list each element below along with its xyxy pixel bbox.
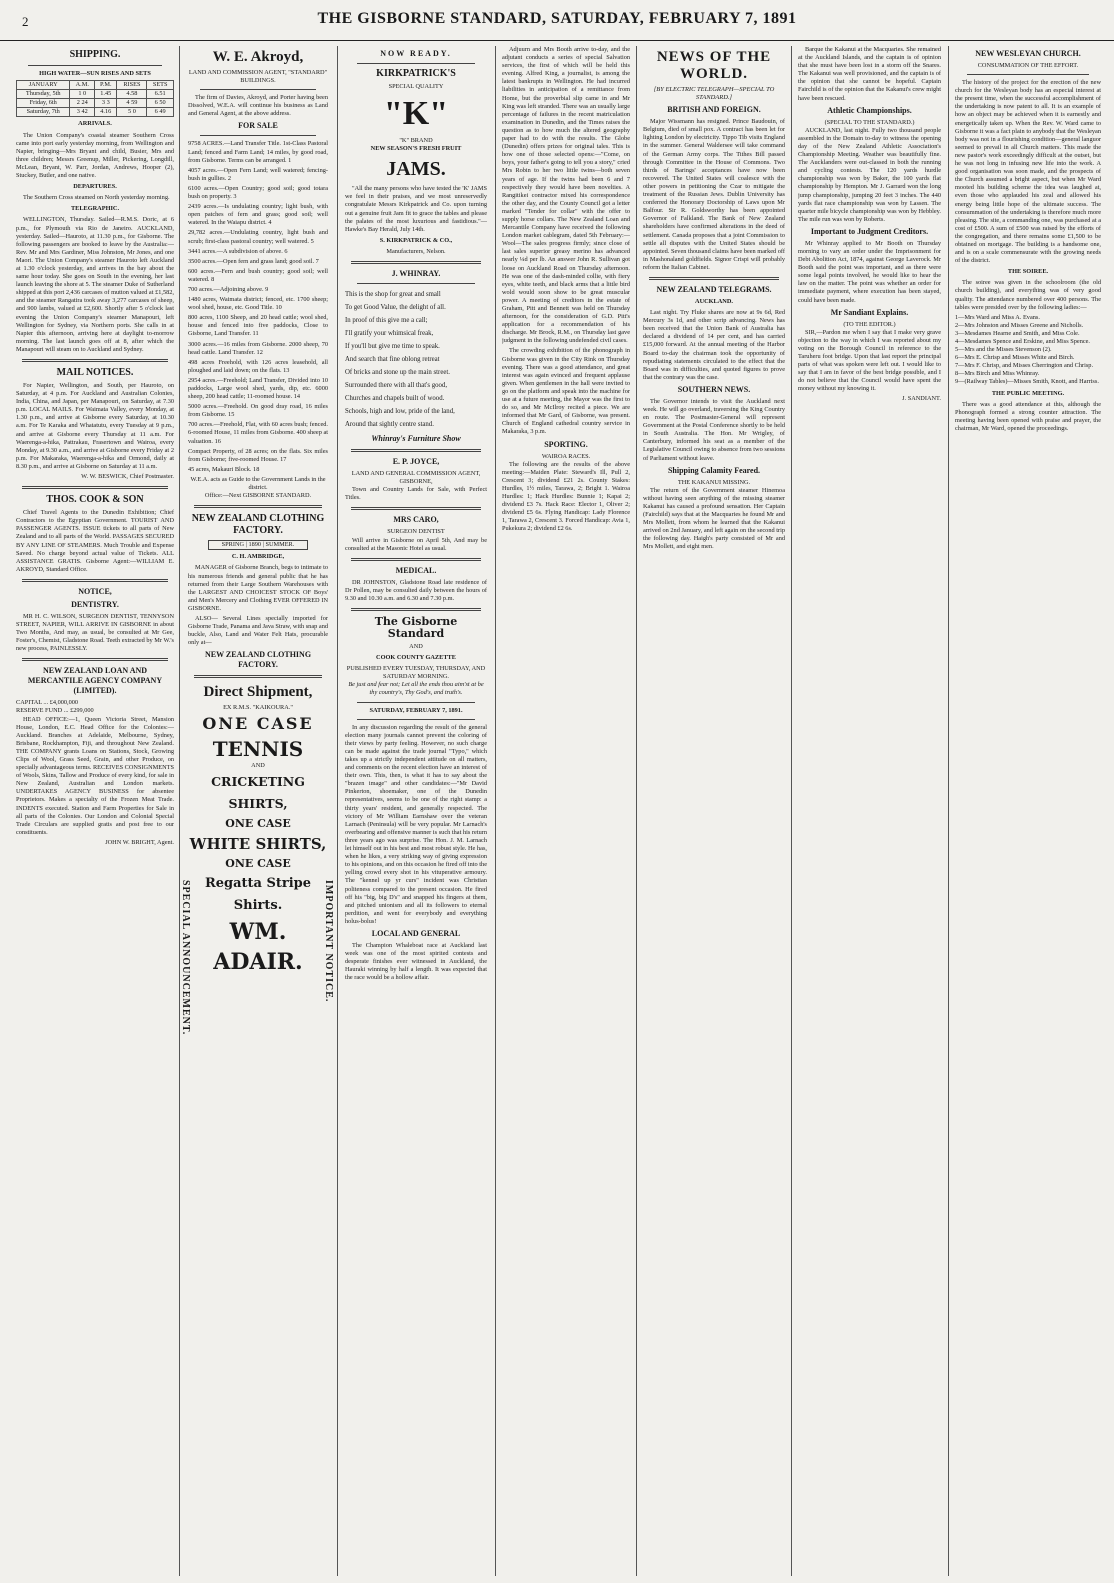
divider — [351, 558, 481, 561]
now-ready-heading: NOW READY. — [380, 49, 452, 58]
divider — [357, 702, 475, 703]
shipping-heading: SHIPPING. — [69, 49, 121, 60]
athletic-heading: Athletic Championships. — [827, 105, 912, 115]
calamity-subheading: THE KAKANUI MISSING. — [677, 478, 751, 486]
one-case-label: ONE CASE — [225, 856, 291, 870]
athletic-subheading: (SPECIAL TO THE STANDARD.) — [824, 118, 915, 126]
column-6 — [798, 46, 941, 1576]
tide-cell: 4.16 — [95, 108, 117, 117]
akroyd-text: The firm of Davies, Akroyd, and Porter having been Dissolved, W.E.A. will continue his business as Land and General Agent, at the above address. — [188, 94, 328, 118]
sale-item: 3000 acres.—16 miles from Gisborne. 2000 sheep, 70 head cattle. Land Transfer. 12 — [188, 340, 328, 356]
sporting-subheading: WAIROA RACES. — [541, 452, 591, 460]
tide-cell: 1 0 — [70, 90, 95, 99]
list-item: 3—Mesdames Hearne and Smith, and Miss Cole. — [955, 329, 1080, 337]
paper-motto: Be just and fear not; Let all the ends thou aim'st at be thy country's, Thy God's, and truth's. — [348, 681, 484, 697]
departures-heading: DEPARTURES. — [73, 183, 117, 191]
direct-shipment-sub: EX R.M.S. "KAIKOURA." — [223, 704, 293, 712]
tide-cell: 5 0 — [117, 108, 147, 117]
sale-item: 4057 acres.—Open Fern Land; well watered; fencing-bush in gullies. 2 — [188, 166, 328, 182]
list-item: 4—Mesdames Spence and Erskine, and Miss Spence. — [955, 338, 1091, 345]
tide-cell: Saturday, 7th — [17, 108, 70, 117]
direct-shipment-heading: Direct Shipment, — [203, 684, 313, 701]
joyce-subheading: LAND AND GENERAL COMMISSION AGENT, GISBORNE, — [351, 470, 481, 486]
tide-col-header: SETS — [147, 81, 174, 90]
nzloan-capital: CAPITAL ... £4,000,000 — [16, 699, 79, 707]
akroyd-office: Office:—Next GISBORNE STANDARD. — [204, 492, 312, 500]
factory-text: MANAGER of Gisborne Branch, begs to intimate to his numerous friends and general public that he has returned from their Large Southern Warehouses with the LARGEST AND CHOICEST STOCK OF Boys' and Men's Mercery and Clothing EVER OFFERED IN GISBORNE. — [188, 564, 328, 612]
soiree-text: The soiree was given in the schoolroom (the old church building), and everything was of very good quality. The attendance numbered over 400 persons. The tables were presided over by the following ladies:— — [955, 279, 1101, 311]
kirkpatrick-heading: KIRKPATRICK'S — [376, 68, 456, 79]
caro-text: Will arrive in Gisborne on April 5th, And may be consulted at the Masonic Hotel as usual. — [345, 536, 487, 552]
newspaper-title: THE GISBORNE STANDARD, SATURDAY, FEBRUARY 7, 1891 — [317, 10, 797, 27]
sale-item: 600 acres.—Fern and bush country; good soil; well watered. 8 — [188, 267, 328, 283]
paper-subtitle: COOK COUNTY GAZETTE — [376, 654, 456, 662]
auckland-text: Last night. Try Fluke shares are now at 9s 6d, Red Mercury 3s 1d, and other scrip advancing. News has been received that the Union Bank of Australia has declared a dividend of 14 per cent, and has carried £15,000 forward. At the annual meeting of the Harbor Board to-day the chairman took the opportunity of repudiating statements circulated to the effect that the Board was in difficulties, and quoted figures to prove that the contrary was the case. — [643, 309, 785, 381]
column-2 — [188, 46, 328, 1576]
sandiant-signature: J. SANDIANT. — [902, 395, 941, 403]
cricketing-shirts-label: CRICKETING SHIRTS, — [211, 773, 305, 811]
tide-row — [17, 108, 174, 117]
verse-line: And search that fine oblong retreat — [345, 356, 440, 364]
column-rule — [337, 46, 338, 1576]
soiree-heading: THE SOIREE. — [1007, 268, 1049, 276]
column-5 — [643, 46, 785, 1576]
tide-col-header: A.M. — [70, 81, 95, 90]
calamity-heading: Shipping Calamity Feared. — [667, 465, 761, 475]
local-general-heading: LOCAL AND GENERAL — [371, 928, 461, 938]
tide-header-row — [17, 81, 174, 90]
divider — [28, 65, 162, 66]
sale-item: 5000 acres.—Freehold. On good dray road, 16 miles from Gisborne. 15 — [188, 403, 328, 419]
tide-cell: 2 24 — [70, 99, 95, 108]
divider — [351, 507, 481, 510]
sale-item: Compact Property, of 28 acres; on the flats. Six miles from Gisborne; five-roomed House. 17 — [188, 447, 328, 463]
white-shirts-label: WHITE SHIRTS, — [189, 834, 327, 853]
whinray-verse — [345, 288, 487, 431]
sale-item: 6100 acres.—Open Country; good soil; good totara bush on property. 3 — [188, 184, 328, 201]
mail-text: For Napier, Wellington, and South, per Hauroto, on Saturday, at 4 p.m. For Auckland and Australian Colonies, India, China, and Japan, per Manapouri, on Saturday, at 7.30 p.m. LOCAL MAILS. For Waimata Valley, every Monday, at 1.30 p.m., and arrive at Gisborne every Saturday, at 10.30 a.m. For Te Karaka and Whatatutu, every Tuesday at 9 p.m., and arrive at Gisborne every Thursday at 11 a.m. For Waerenga-a-hika, Pattrakau, Frasertown and Wairoa, every Monday, at 9.30 a.m., and arrive at Gisborne every Friday at 2 p.m. For Makaraka, Waerenga-a-hika and Ormond, daily at 8.30 p.m., and arrive at Gisborne on Saturday at 11 a.m. — [16, 382, 174, 470]
nzloan-reserve: RESERVE FUND ... £299,000 — [16, 707, 94, 715]
column-rule — [948, 46, 949, 1576]
telegraphic-text: WELLINGTON, Thursday. Sailed—R.M.S. Doric, at 6 p.m., for Plymouth via Rio de Janeiro. AUCKLAND, yesterday. Sailed—Hauroto, at 11.30 p.m., for Gisborne. The following passengers are booked to leave by the Australia:—Rev. Mr and Mrs Gardiner, Miss Johnston, Mr Jones, and one Maori. The Union Company's steamer Hauroto left Auckland at 1.30 o'clock yesterday, and arrives in the bay about the same hour today. She goes on South in the evening, her last launch leaving the shore at 5. The steamer Duke of Sutherland shipped at this port 2,436 carcases of mutton valued at £1,582, and the steamer Rangatira took away 3,277 carcases of sheep, and 900 lambs, valued at £2,600. Shortly after 5 o'clock last evening the Union Company's steamer Manapouri, left Wellington for Sydney, via Northern ports. She calls in at Napier this afternoon, arriving here at daylight to-morrow morning. The last launch goes off at 8, after which the Manapouri will steam on to Auckland and Sydney. — [16, 216, 174, 353]
verse-line: In proof of this give me a call; — [345, 317, 428, 325]
news-of-world-heading: NEWS OF THE WORLD. — [656, 49, 772, 82]
sale-item: 800 acres, 1100 Sheep, and 20 head cattle; wool shed, house and fenced into five paddocks, Close to Gisborne, Land Transfer. 11 — [188, 314, 328, 338]
sale-item: 2954 acres.—Freehold; Land Transfer, Divided into 10 paddocks, Large wool shed, yards, dip, etc. 6000 sheep, 200 head cattle; 11-roomed house. 14 — [188, 376, 328, 401]
verse-line: Schools, high and low, pride of the land, — [345, 408, 455, 416]
divider — [22, 579, 168, 582]
local-general-text: The Champion Whaleboat race at Auckland last week was one of the most spirited contests and desperate finishes ever witnessed in Auckland, the Hauraki winning by half a length. It was expected that the race would be a hollow affair. — [345, 941, 487, 982]
telegraphic-heading: TELEGRAPHIC. — [70, 205, 120, 213]
tide-cell: 3 3 — [95, 99, 117, 108]
masthead — [0, 0, 1114, 41]
sale-item: 2439 acres.—Is undulating country; light bush, with open patches of fern and grass; good soil; well watered. In the Waiapu district. 4 — [188, 203, 328, 227]
factory-season: SPRING | 1890 | SUMMER. — [208, 540, 308, 550]
list-item: 8—Mrs Birch and Miss Whinray. — [955, 370, 1040, 378]
medical-heading: MEDICAL. — [395, 565, 437, 575]
news-paragraphs-top: Adjuurn and Mrs Booth arrive to-day, and the adjutant conducts a series of special Salvation services, the first of which will be held this evening. Alfred King, a journalist, is among the latest bankrupts in Wellington. He had incurred liabilities in anticipation of a remittance from Home, but the proverbial slip came in and Mr King was left stranded. There was an usually large percentage of failures in the recent matriculation examination in Dunedin, and the Times raises the question as to how much the altered geography paper had to do with the results. The Globe (Dunedin) offers prizes for original tales. This is how one of those selected opens:—"Come, on boys, your father's going to tell you a story," cried Mrs Robin to her two little twins—both seven years of age. If the twins had been 6 and 7 respectively they would have been novelties. A Rangitikei contractor mixed his correspondence the other day, and the County Council got a letter marked "Tender for collar" with the offer to supply horse collars. The New Zealand Loan and Mercantile Company have received the following London market cablegram, dated 5th February:—Wool—The sales progress firmly; since close of last sales superior greasy merino has advanced nearly ¼d per lb. An answer John R. Sullivan got loose on Auckland Road on Thursday afternoon. He was one of the dash-minded collie, with fiery eyes, white teeth, and black arms that a little bird wold would soon show to be great muscular power. A meeting of creditors in the estate of Graham, Pitt and Bennett was held on Thursday afternoon, for the consideration of G.D. Pitt's application for a recommendation of his discharge. Mr Brock, R.M., on Thursday last gave judgment in the following undefended civil cases. — [502, 46, 630, 345]
auckland-heading: AUCKLAND. — [695, 297, 733, 305]
column-1 — [16, 46, 174, 1576]
factory-manager: C. H. AMBRIDGE, — [231, 553, 285, 561]
divider — [194, 675, 322, 678]
nzloan-text: HEAD OFFICE:—1, Queen Victoria Street, Mansion House, London, E.C. Head Office for the Colonies:—Auckland. Branches at Adelaide, Melbourne, Sydney, Brisbane, Rockhampton, Fiji, and throughout New Zealand. THE COMPANY grants Loans on Stations, Stock, Growing Clips of Wool, Grass Seed, Grain, and other Produce, on specially advantageous terms. RECEIVES CONSIGNMENTS of Wools, Skins, Tallow and Produce of every kind, for sale in New Zealand, Australian and London markets. UNDERTAKES AGENCY BUSINESS for absentee Proprietors. Makes a specialty of the Frozen Meat Trade. INDENTS executed. Station and Farm Properties for Sale in all parts of the Colonies. Our London and Colonial Special Trade Circulars are supplied gratis and post free to our constituents. — [16, 715, 174, 836]
sale-item: 3441 acres.—A subdivision of above. 6 — [188, 247, 288, 255]
akroyd-footer: W.E.A. acts as Guide to the Government Lands in the district. — [190, 475, 326, 492]
sale-item: 700 acres.—Adjoining above. 9 — [188, 285, 269, 293]
public-meeting-heading: THE PUBLIC MEETING. — [991, 389, 1065, 397]
wesleyan-heading: NEW WESLEYAN CHURCH. — [975, 49, 1081, 58]
column-3 — [345, 46, 487, 1576]
column-rule — [495, 46, 496, 1576]
paper-title: The Gisborne Standard — [374, 614, 458, 640]
sporting-text: The following are the results of the above meeting:—Maiden Plate: Steward's Ill, Pull 2, Crescent 3; dividend £21 2s. County Stakes: Hurdles, 1½ miles, Tarawa, 2; Bright 1. Wairoa Hurdles: 1; Hack Hurdles: Bunnie 1; Kapai 2; dividend £3 7s. Hack Race: Elector 1, Oliver 2; dividend £5 6s. Flying Handicap: Lady Florence 1, Tarawa 2, Crescent 3. Forced Handicap: Avia 1, Pukekura 2; dividend £2 6s. — [502, 460, 630, 533]
divider — [967, 74, 1089, 75]
caro-subheading: SURGEON DENTIST — [387, 528, 445, 536]
tide-cell: 4 59 — [117, 99, 147, 108]
special-quality: SPECIAL QUALITY — [388, 83, 444, 90]
news-paragraphs-mid: The crowding exhibition of the phonograph in Gisborne was given in the City Rink on Thursday evening. There was a good attendance, and great interest was again evinced and frequent applause given. When gentlemen in the hall were invited to go on the platform and speak into the machine for use at a future meeting, the Mayor was the first to do so, and Mr McIlroy recited a piece. We are informed that Mr Gard, of Gisborne, was present. Church of England cathedral country service in Makaraka, 3 p.m. — [502, 347, 630, 436]
dentistry-heading: DENTISTRY. — [71, 599, 119, 609]
tide-row — [17, 90, 174, 99]
departures-text: The Southern Cross steamed on North yesterday morning. — [23, 194, 170, 202]
verse-line: This is the shop for great and small — [345, 291, 441, 299]
divider — [357, 283, 475, 284]
public-meeting-text: There was a good attendance at this, although the Phonograph formed a strong counter attraction. The meeting having been opened with praise and prayer, the chairman, Mr Ward, opened the proceedings. — [955, 400, 1101, 432]
sale-item: 1480 acres, Waimata district; fenced, etc. 1700 sheep; wool shed, house, etc. Good Title. 10 — [188, 296, 328, 312]
list-item: 9—(Railway Tables)—Misses Smith, Knott, and Harriss. — [955, 378, 1099, 386]
tide-cell: 6 49 — [147, 108, 174, 117]
sale-item: 3500 acres.—Open fern and grass land; good soil. 7 — [188, 257, 319, 265]
british-foreign-text: Major Wissmann has resigned. Prince Baudouin, of Belgium, died of small pox. A contract has been let for lighting London by electricity. Tippo Tib visits England in the summer. General Waldersee will take command of the German Army corps. The Tithes Bill passed through Committee in the House of Commons. Two thirds of Barings' acceptances have now been recovered. The United States will coalesce with the other powers in petitioning the Czar to mitigate the treatment of the Russian Jews. Dublin University has conferred the Honorary Doctorship of Laws upon Mr Balfour. Sir R. Goldsworthy has been appointed Governor of Falkland. The Bank of New Zealand shareholders have confirmed alterations in the deed of settlement. Canada proposes that a joint Commission to settle all disputes with the United States should be appointed. Seven thousand claims have been marked off in Mashonaland goldfields. Signor Crispi will probably reform the Italian Cabinet. — [643, 118, 785, 271]
tide-cell: 6 50 — [147, 99, 174, 108]
list-item: 2—Mrs Johnston and Misses Greene and Nicholls. — [955, 321, 1084, 329]
joyce-text: Town and Country Lands for Sale, with Perfect Titles. — [345, 486, 487, 502]
judgment-text: Mr Whinray applied to Mr Booth on Thursday morning to vary an order under the Imprisonment for Debt Abolition Act, 1874, against George Laverock. Mr Booth said the point was important, and as there were some legal points involved, he would like to hear the law on the matter. The point was whether an order for immediate payment, where execution has been stayed, could have been made. — [798, 239, 941, 304]
list-item: 7—Mrs F. Chrisp, and Misses Cherrington and Chrisp. — [955, 362, 1094, 370]
k-brand-label: "K" BRAND — [399, 137, 433, 145]
divider — [351, 608, 481, 611]
sandiant-subheading: (TO THE EDITOR.) — [843, 320, 896, 328]
regatta-label: Regatta Stripe Shirts. — [204, 875, 312, 913]
tide-cell: 6.51 — [147, 90, 174, 99]
verse-line: To get Good Value, the delight of all. — [345, 304, 446, 312]
verse-line: If you'll but give me time to speak. — [345, 343, 440, 351]
dentist-text: MR H. C. WILSON, SURGEON DENTIST, TENNYSON STREET, NAPIER, WILL ARRIVE IN GISBORNE in about Two Months, And may, as usual, be consulted at Mr Gee, Foster's, Chemist, Gladstone Road. Teeth extracted by Mr W.'s new process, PAINLESSLY. — [16, 612, 174, 653]
column-4 — [502, 46, 630, 1576]
wesleyan-subheading: CONSUMMATION OF THE EFFORT. — [977, 62, 1079, 69]
for-sale-heading: FOR SALE — [238, 121, 278, 131]
kirkpatrick-firm: S. KIRKPATRICK & CO., — [379, 236, 453, 244]
tide-col-header: JANUARY — [17, 81, 70, 90]
tide-cell: Friday, 6th — [17, 99, 70, 108]
athletic-text: AUCKLAND, last night. Fully two thousand people assembled in the Domain to-day to witness the opening day of the New Zealand Athletic Association's Championship Meeting. Weather was beautifully fine. The Aucklanders were out-classed in both the running and cycling contests. The 120 yards hurdle championship was won by Baker, the 100 yards flat championship by Hempton. Mr J. Garrard won the long jump championship, jumping 20 feet 3 inches. The 440 yards flat race championship was won by Lassen. The quarter mile bicycle championship was won by Hebbley. The mile run was won by Roberts. — [798, 126, 941, 223]
column-rule — [179, 46, 180, 1576]
vertical-banner-left: SPECIAL ANNOUNCEMENT. — [180, 880, 191, 1036]
paper-and: AND — [409, 642, 423, 650]
sale-item: 45 acres, Makauri Block. 18 — [188, 465, 260, 473]
adair-label: WM. ADAIR. — [213, 918, 303, 975]
tide-table — [16, 80, 174, 117]
one-case-label: ONE CASE — [202, 714, 314, 734]
divider — [357, 719, 475, 720]
divider — [22, 359, 168, 362]
sale-item: 700 acres.—Freehold, Flat, with 60 acres bush; fenced. 6-roomed House, 11 miles from Gisborne. 400 sheep at valuation. 16 — [188, 421, 328, 445]
verse-line: I'll gratify your whimsical freak, — [345, 330, 434, 338]
arrivals-heading: ARRIVALS. — [78, 120, 112, 128]
wesleyan-text: The history of the project for the erection of the new church for the Wesleyan body has an especial interest at the present time, when the successful accomplishment of the undertaking is now patent to all. It is an example of how an object may be achieved when it is earnestly and energetically taken up. When the Rev. W. Ward came to Gisborne it was a fact plain to anybody that the Wesleyan body was not in a flourishing condition—general languor seemed to prevail in all Church matters. This made the new pastor's work exceedingly difficult at the outset, but he was not long in infusing new life into the work. A good organisation was soon made, and the prospects of the Church assumed a bright aspect, but when Mr Ward mooted his building scheme the idea was laughed at, even those who applauded his zeal and allowed his energy being little hope of the ultimate success. The consummation of the undertaking is therefore much more pleasing. The site, a commanding one, was purchased at a cost of £500. A sum of £500 was raised by the efforts of the congregation, and there remains some £1,500 to be obtained on mortgage. The building is a handsome one, and is on a scale commensurate with the growing needs of the district. — [955, 79, 1101, 265]
vertical-banner-right: IMPORTANT NOTICE. — [323, 880, 334, 1003]
fresh-fruit-label: NEW SEASON'S FRESH FRUIT — [370, 145, 462, 153]
tide-cell: 3 42 — [70, 108, 95, 117]
sale-item: 29,782 acres.—Undulating country, light bush and scrub; first-class pastoral country; well watered. 5 — [188, 229, 328, 245]
nzloan-signature: JOHN W. BRIGHT, Agent. — [105, 838, 174, 846]
cook-text: Chief Travel Agents to the Dunedin Exhibition; Chief Contractors to the Egyptian Government. TOURIST AND PASSENGER AGENTS. ISSUE tickets to all parts of New Zealand and to all parts of the World. PASSAGES SECURED BY ANY LINE OF STEAMERS. Much Trouble and Expense Saved. No charge beyond actual value of Tickets. ALL ASSISTANCE GRATIS. Gisborne Agent:—WILLIAM E. AKROYD, Standard Office. — [16, 509, 174, 573]
paper-published: PUBLISHED EVERY TUESDAY, THURSDAY, AND SATURDAY MORNING. — [346, 665, 486, 681]
whinray-heading: J. WHINRAY. — [391, 269, 441, 279]
factory-also: ALSO— Several Lines specially imported for Gisborne Trade, Panama and Java Straw, with snap and buckle, Also, Land and Water Felt Hats, procurable only at— — [188, 614, 328, 647]
kirkpatrick-location: Manufacturers, Nelson. — [386, 247, 446, 255]
nz-telegrams-heading: NEW ZEALAND TELEGRAMS. — [656, 284, 772, 294]
list-item: 1—Mrs Ward and Miss A. Evans. — [955, 313, 1040, 321]
mail-heading: MAIL NOTICES. — [56, 367, 134, 378]
divider — [357, 63, 475, 64]
and-label: AND — [251, 762, 265, 770]
cook-heading: THOS. COOK & SON — [46, 494, 144, 506]
kakanui-continued: Barque the Kakanui at the Macquaries. She remained at the Auckland Islands, and the captain is of opinion that she must have been lost in a storm off the Snares. The Kakanui was well provisioned, and the captain is of the opinion that she cannot be hopeful. Captain Fairchild is of the opinion that the Kakanui's crew might have been rescued. — [798, 46, 941, 102]
tide-cell: 4.58 — [117, 90, 147, 99]
divider — [351, 261, 481, 264]
verse-line: Churches and chapels built of wood. — [345, 395, 445, 403]
tennis-label: TENNIS — [212, 737, 304, 762]
notice-heading: NOTICE, — [78, 586, 112, 596]
sandiant-text: SIR,—Pardon me when I say that I make very grave objection to the way in which I was reported about my voting on the Borough Council in reference to the Taruheru foot bridge. Upon that last report the principal parts of what was spoken were left out. I would like to say that I am in favor of the best bridge possible, and I do not believe that the Council would have spent the money without my knowing it. — [798, 328, 941, 393]
akroyd-heading: W. E. Akroyd, — [212, 49, 304, 65]
tide-row — [17, 99, 174, 108]
verse-line: Of bricks and stone up the main street. — [345, 369, 450, 377]
column-rule — [791, 46, 792, 1576]
editorial-text: In any discussion regarding the result of the general election many journals cannot prevent the coloring of their views by party feeling. However, no such charge can be made against the trade journal "Typo," which takes up a strictly independent attitude on all matters, and comments on the recent election have an interest of their own. This, then, is what it has to say about the "brazen image" and other candidates:—"Mr David Pinkerton, shoemaker, one of the Dunedin representatives, seems to be one of the right stamp: a thirty years' resident, and generally respected. The victory of Mr William Earnshaw over the veteran Larnach (Peninsula) will be very popular. Mr Larnach's overbearing and offensive manner is such that his return three years ago was surprise. The Hon. J. M. Larnach let himself out in his best and most robust style. He has, when he likes, a very striking way of giving expression to his opinions, and on this occasion he fired off into the yelling crowd every shot in his vituperative armoury. The "kennel up yr curs" incident was Christian politeness compared to the present occasion. He fired off his "big, big D's" and snapped his fingers at them, and pitched unionism and all its followers to eternal perdition, and went for everybody and everything holus-bolus! — [345, 723, 487, 925]
verse-line: Around that sightly centre stand. — [345, 421, 434, 429]
tide-cell: Thursday, 5th — [17, 90, 70, 99]
list-item: 6—Mrs E. Chrisp and Misses White and Birch. — [955, 354, 1075, 362]
divider — [649, 277, 779, 280]
calamity-text: The return of the Government steamer Hinemoa without having seen anything of the missing steamer Kakanui has caused a profound sensation. Her Captain (Fairchild) says that at the Macquaries he found Mr and Mrs Mollett, from whom he learned that the Kakanui arrived on 2nd January, and left again on the second trip the following day. Haigh's party consisted of Mr and Mrs Mollett, and eight men. — [643, 486, 785, 551]
sale-item: 498 acres Freehold, with 126 acres leasehold, all ploughed and laid down; on the flats. 13 — [188, 358, 328, 374]
jams-heading: JAMS. — [386, 158, 446, 181]
arrivals-text: The Union Company's coastal steamer Southern Cross came into port early yesterday morning, from Wellington and Napier, bringing—Mrs Bryant and child, Busier, Mrs and three children; Messrs Greenup, Miller, Pickering, Longdill, McLean, Bryant, W. Parr, Jordan, Andrews, Hooper (2), Stuckey, Butler, and one native. — [16, 131, 174, 180]
southern-news-text: The Governor intends to visit the Auckland next week. He will go overland, traversing the King Country en route. The Postmaster-General will represent Government at the Postal Conference shortly to be held in South Australia. The Hon. Mr Wrigley, of Canterbury, informed his seat as a member of the Legislative Council owing to absence from two sessions of Parliament without leave. — [643, 397, 785, 462]
column-7 — [955, 46, 1101, 1576]
caro-heading: MRS CARO, — [393, 515, 439, 525]
factory-heading: NEW ZEALAND CLOTHING FACTORY. — [191, 513, 325, 537]
medical-text: DR JOHNSTON, Gladstone Road late residence of Dr Pollen, may be consulted daily between the hours of 9.30 and 10.30 a.m. and 6.30 and 7.30 p.m. — [345, 578, 487, 602]
joyce-heading: E. P. JOYCE, — [392, 457, 440, 467]
jams-text: "All the many persons who have tested the 'K' JAMS we feel in their praises, and we most unreservedly congratulate Messrs Kirkpatrick and Co. upon turning out a genuine fruit Jam fit to grace the tables and please the palates of the most luxurious and fastidious."—Hawke's Bay Herald, July 14th. — [345, 185, 487, 233]
verse-line: Surrounded there with all that's good, — [345, 382, 448, 390]
akroyd-subheading: LAND AND COMMISSION AGENT, "STANDARD" BUILDINGS. — [188, 69, 328, 85]
british-foreign-heading: BRITISH AND FOREIGN. — [667, 105, 761, 115]
news-of-world-sub: [BY ELECTRIC TELEGRAPH—SPECIAL TO STANDARD.] — [653, 86, 775, 102]
nzloan-heading: NEW ZEALAND LOAN AND MERCANTILE AGENCY COMPANY (LIMITED). — [27, 666, 163, 696]
judgment-heading: Important to Judgment Creditors. — [810, 226, 929, 236]
divider — [22, 486, 168, 489]
tide-col-header: P.M. — [95, 81, 117, 90]
southern-news-heading: SOUTHERN NEWS. — [677, 384, 751, 394]
tide-col-header: RISES — [117, 81, 147, 90]
sporting-heading: SPORTING. — [544, 439, 588, 449]
divider — [194, 505, 322, 508]
list-item: 5—Mrs and the Misses Stevenson (2). — [955, 346, 1052, 354]
factory-footer: NEW ZEALAND CLOTHING FACTORY. — [204, 650, 312, 670]
sale-item: 9758 ACRES.—Land Transfer Title. 1st-Class Pastoral Land; fenced and Farm Land; 14 miles, by good road, from Gisborne. Terms can be arranged. 1 — [188, 140, 328, 164]
divider — [22, 658, 168, 661]
mail-signature: W. W. BESWICK, Chief Postmaster. — [81, 473, 174, 481]
one-case-label: ONE CASE — [225, 816, 291, 830]
k-brand-logo: "K" — [383, 95, 449, 133]
divider — [351, 449, 481, 452]
tide-cell: 1.45 — [95, 90, 117, 99]
tide-heading: HIGH WATER—SUN RISES AND SETS — [39, 70, 151, 77]
sandiant-heading: Mr Sandiant Explains. — [830, 307, 909, 317]
paper-date: SATURDAY, FEBRUARY 7, 1891. — [369, 706, 463, 714]
whinray-show: Whinray's Furniture Show — [371, 434, 461, 444]
divider — [200, 135, 316, 136]
divider — [200, 89, 316, 90]
column-rule — [636, 46, 637, 1576]
page-number: 2 — [22, 14, 29, 29]
